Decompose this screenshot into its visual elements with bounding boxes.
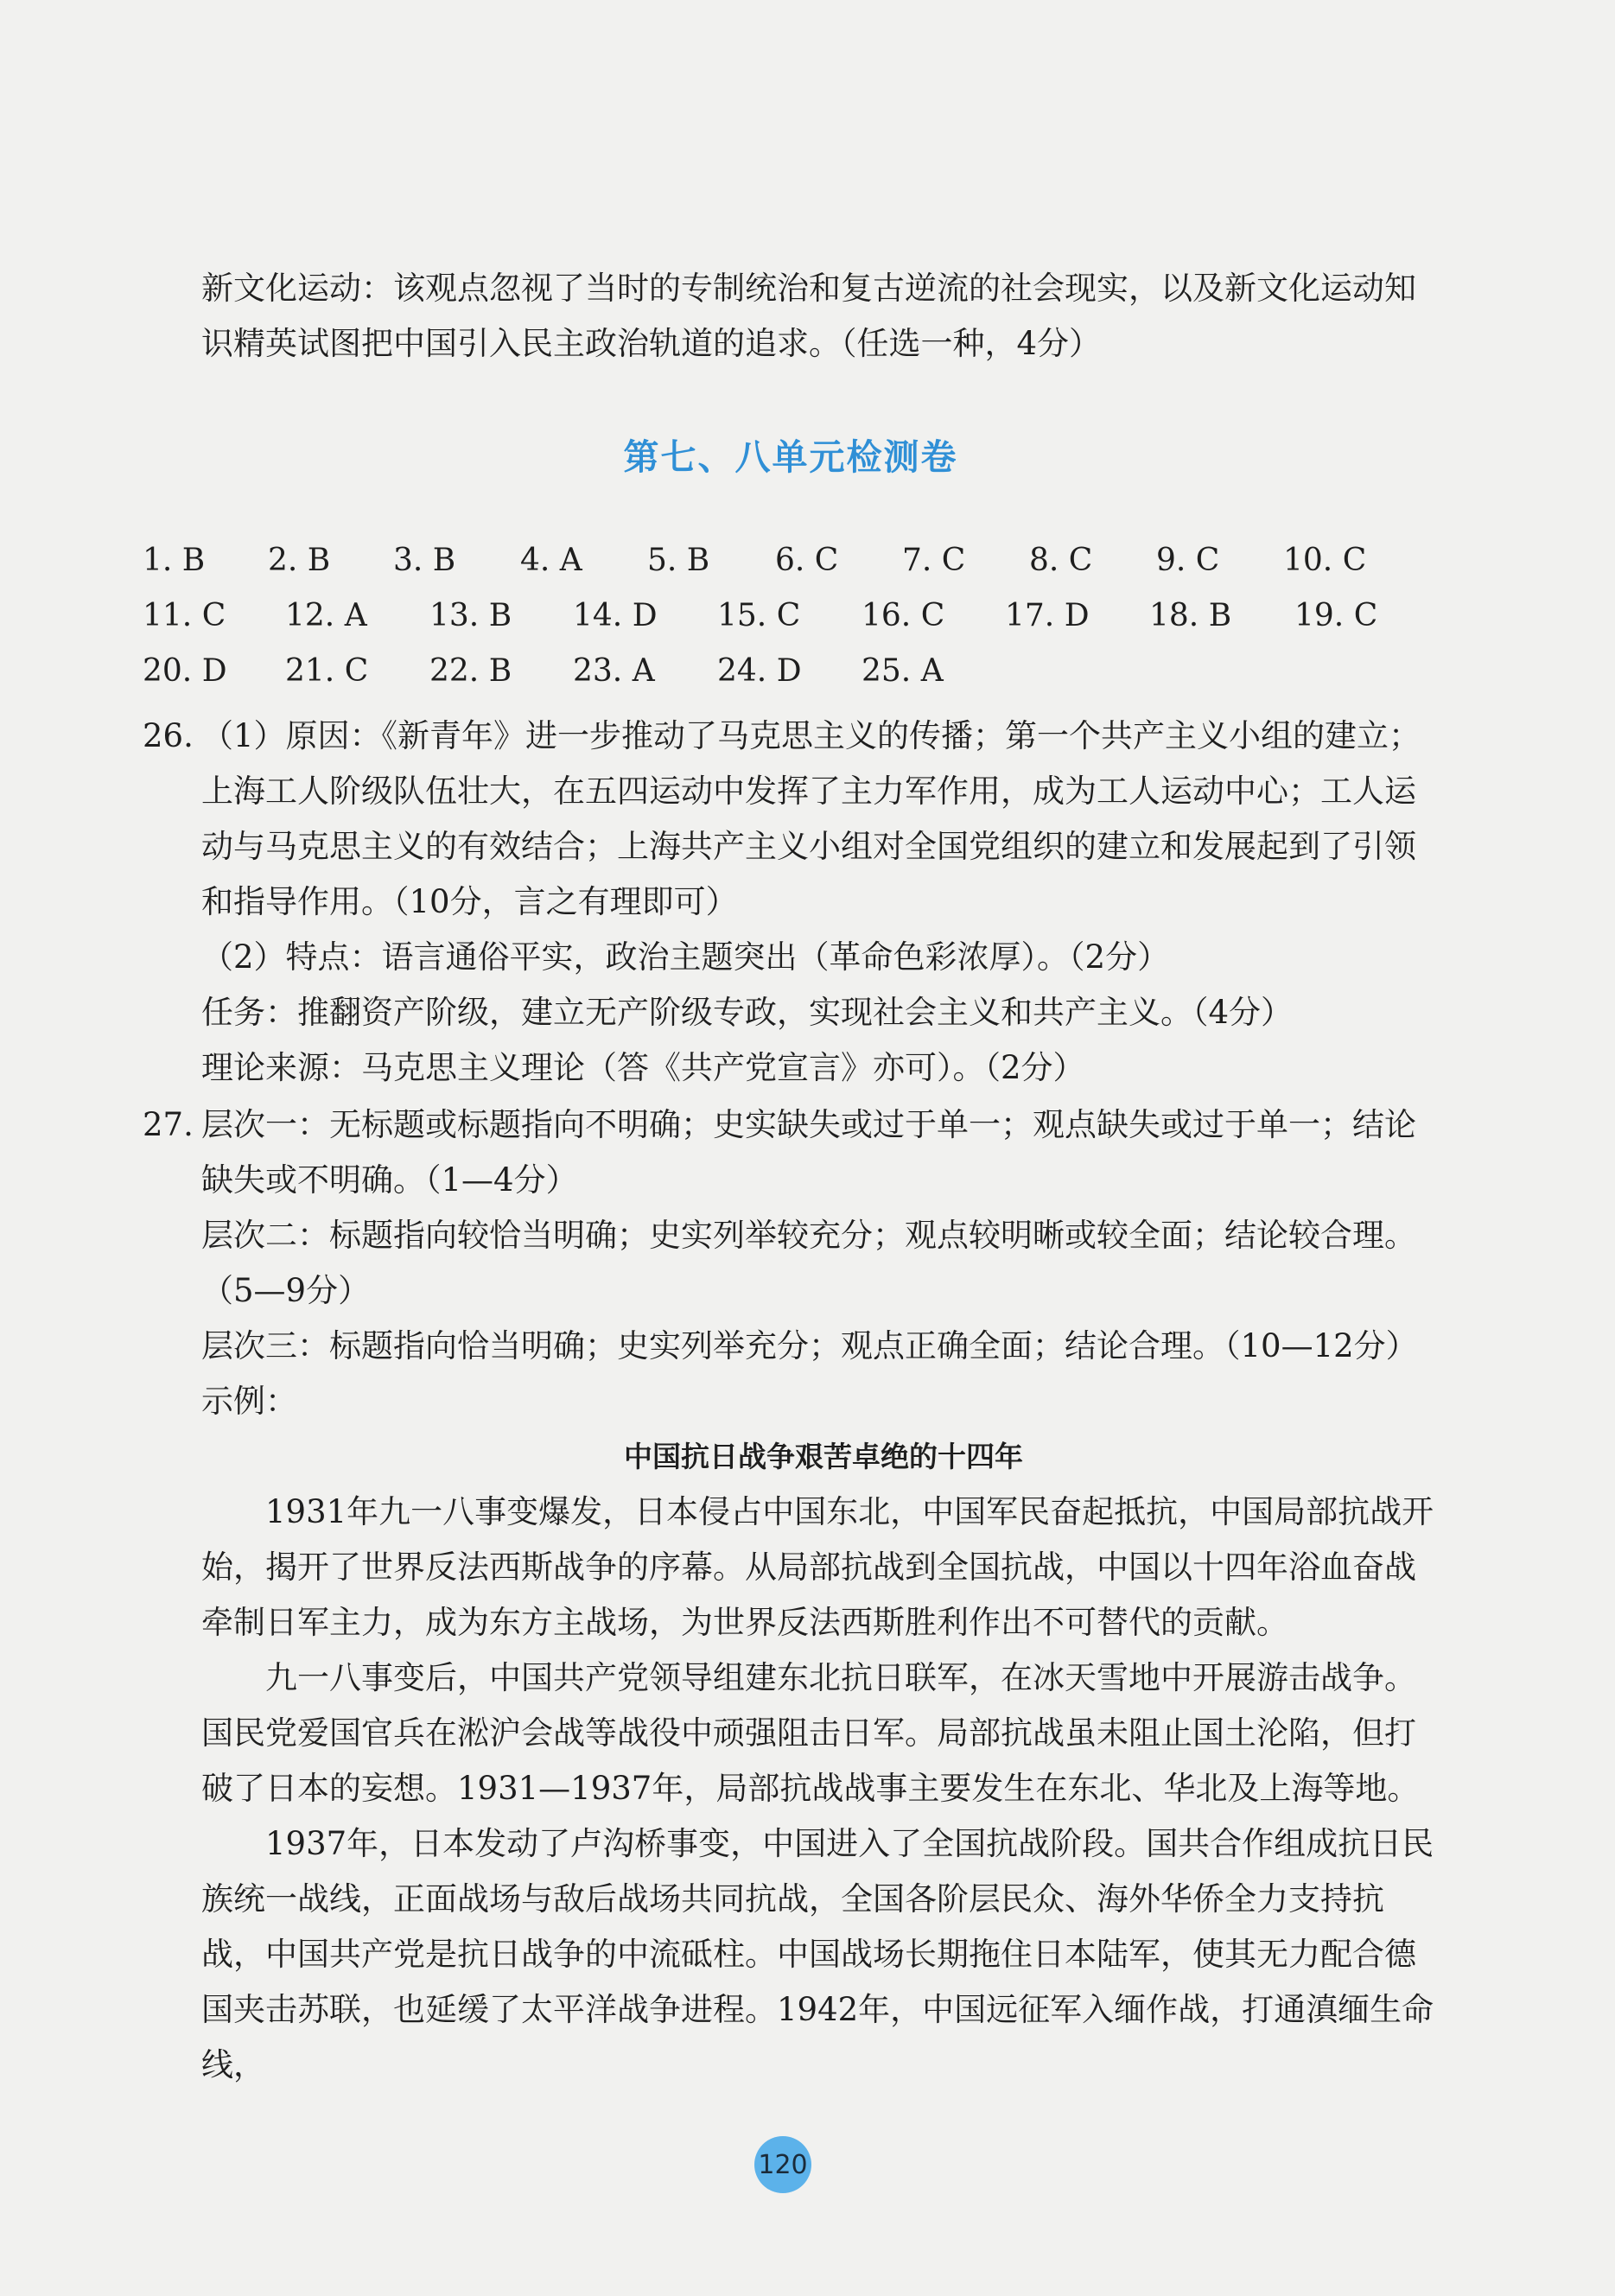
answer-item: 1. B: [143, 543, 206, 578]
q26-part2: （2）特点：语言通俗平实，政治主题突出（革命色彩浓厚）。（2分）: [201, 938, 1170, 976]
q27-level1: 层次一：无标题或标题指向不明确；史实缺失或过于单一；观点缺失或过于单一；结论缺失或不明确。（1—4分）: [201, 1106, 1416, 1199]
answer-item: 16. C: [862, 598, 945, 633]
answer-item: 22. B: [429, 653, 512, 689]
page-number: 120: [754, 2136, 811, 2193]
answer-item: 7. C: [902, 543, 966, 578]
answer-item: 25. A: [862, 653, 944, 689]
q26-theory-source: 理论来源：马克思主义理论（答《共产党宣言》亦可）。（2分）: [201, 1049, 1085, 1086]
answer-item: 2. B: [268, 543, 331, 578]
answer-item: 23. A: [573, 653, 655, 689]
answer-item: 24. D: [717, 653, 802, 689]
answer-row-1: [143, 543, 1491, 598]
answer-item: 13. B: [429, 598, 512, 633]
question-number: 27.: [143, 1106, 194, 1143]
answer-row-2: [143, 598, 1491, 653]
answer-item: 10. C: [1283, 543, 1367, 578]
answer-item: 5. B: [647, 543, 710, 578]
answer-item: 12. A: [285, 598, 367, 633]
intro-paragraph: [201, 261, 1446, 372]
q27-level2: 层次二：标题指向较恰当明确；史实列举较充分；观点较明晰或较全面；结论较合理。（5—9分）: [201, 1217, 1416, 1309]
answer-item: 11. C: [143, 598, 226, 633]
essay-paragraph-3: 1937年，日本发动了卢沟桥事变，中国进入了全国抗战阶段。国共合作组成抗日民族统一战线，正面战场与敌后战场共同抗战，全国各阶层民众、海外华侨全力支持抗战，中国共产党是抗日战争的中流砥柱。中国战场长期拖住日本陆军，使其无力配合德国夹击苏联，也延缓了太平洋战争进程。1942年，中国远征军入缅作战，打通滇缅生命线，: [201, 1825, 1434, 2083]
essay-body: [201, 1485, 1446, 2093]
question-number: 26.: [143, 717, 194, 754]
answer-item: 6. C: [775, 543, 839, 578]
answer-item: 20. D: [143, 653, 227, 689]
answer-row-3: [143, 653, 1491, 709]
answer-item: 3. B: [393, 543, 456, 578]
answer-item: 9. C: [1156, 543, 1220, 578]
choice-answers: [143, 543, 1491, 709]
essay-paragraph-1: 1931年九一八事变爆发，日本侵占中国东北，中国军民奋起抵抗，中国局部抗战开始，揭开了世界反法西斯战争的序幕。从局部抗战到全国抗战，中国以十四年浴血奋战牵制日军主力，成为东方主战场，为世界反法西斯胜利作出不可替代的贡献。: [201, 1493, 1434, 1641]
answer-item: 19. C: [1294, 598, 1378, 633]
answer-item: 15. C: [717, 598, 801, 633]
section-title: 第七、八单元检测卷: [623, 436, 958, 478]
q27-example-label: 示例：: [201, 1383, 297, 1420]
answer-item: 8. C: [1029, 543, 1093, 578]
essay-title: 中国抗日战争艰苦卓绝的十四年: [624, 1440, 1023, 1473]
answer-item: 21. C: [285, 653, 369, 689]
essay-paragraph-2: 九一八事变后，中国共产党领导组建东北抗日联军，在冰天雪地中开展游击战争。国民党爱国官兵在淞沪会战等战役中顽强阻击日军。局部抗战虽未阻止国土沦陷，但打破了日本的妄想。1931—1937年，局部抗战战事主要发生在东北、华北及上海等地。: [201, 1659, 1420, 1807]
q27-level3: 层次三：标题指向恰当明确；史实列举充分；观点正确全面；结论合理。（10—12分）: [201, 1327, 1418, 1364]
question-27: [143, 1097, 1446, 2093]
answer-item: 4. A: [520, 543, 582, 578]
q26-task: 任务：推翻资产阶级，建立无产阶级专政，实现社会主义和共产主义。（4分）: [201, 994, 1294, 1031]
answer-item: 17. D: [1005, 598, 1090, 633]
question-26: [143, 709, 1446, 1096]
intro-text: 新文化运动：该观点忽视了当时的专制统治和复古逆流的社会现实，以及新文化运动知识精英试图把中国引入民主政治轨道的追求。（任选一种，4分）: [201, 270, 1416, 362]
q26-part1: （1）原因：《新青年》进一步推动了马克思主义的传播；第一个共产主义小组的建立；上海工人阶级队伍壮大，在五四运动中发挥了主力军作用，成为工人运动中心；工人运动与马克思主义的有效结合；上海共产主义小组对全国党组织的建立和发展起到了引领和指导作用。（10分，言之有理即可）: [201, 717, 1421, 920]
answer-item: 18. B: [1149, 598, 1232, 633]
answer-item: 14. D: [573, 598, 658, 633]
